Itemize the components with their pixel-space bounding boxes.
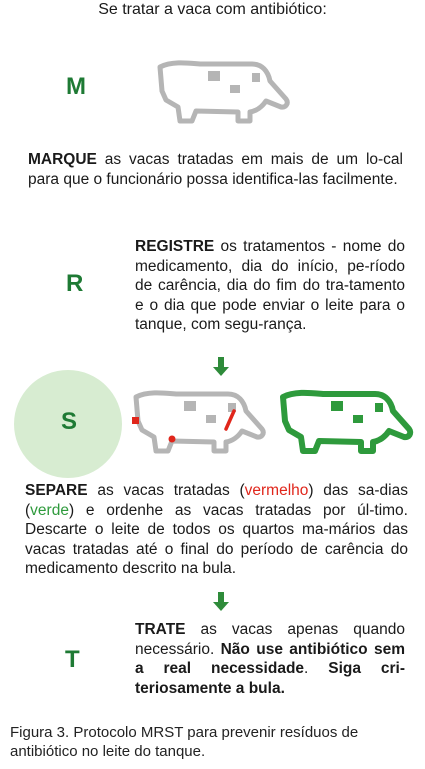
step-t-text <box>135 620 405 698</box>
step-r-text <box>135 237 405 335</box>
green-word: verde <box>30 501 69 519</box>
step-t-bold: TRATE <box>135 621 186 638</box>
step-letter-t: T <box>65 646 80 673</box>
step-s-body-1: as vacas tratadas ( <box>87 482 245 499</box>
step-m-body: as vacas tratadas em mais de um lo-cal para que o funcionário possa identifica-las facilmente. <box>28 151 403 188</box>
step-s-bold: SEPARE <box>25 482 88 499</box>
step-m-text <box>28 150 403 189</box>
figure-caption: Figura 3. Protocolo MRST para prevenir resíduos de antibiótico no leite do tanque. <box>10 724 359 760</box>
step-letter-s: S <box>61 408 78 435</box>
step-s-body-3: ) e ordenhe as vacas tratadas por úl-timo. Descarte o leite de todos os quartos ma-mários das vacas tratadas até o final do período de carência do medicamento descrito na bula. <box>25 501 408 577</box>
cow-green-icon <box>275 385 415 457</box>
step-s-text <box>25 481 408 579</box>
step-t-bold-2: Não use antibiótico sem a real necessidade <box>135 640 405 677</box>
step-letter-r: R <box>66 270 84 297</box>
step-letter-m: M <box>66 73 86 100</box>
page-title: Se tratar a vaca com antibiótico: <box>98 1 327 18</box>
step-t-bold-3: Siga cri-teriosamente a bula. <box>135 660 405 697</box>
step-t-body-1: as vacas apenas quando necessário. <box>135 621 405 658</box>
step-m-bold: MARQUE <box>28 151 97 168</box>
cow-gray-marked-icon <box>128 385 268 457</box>
step-r-body: os tratamentos - nome do medicamento, dia do início, pe-ríodo de carência, dia do fim do tra-tamento e o dia que pode enviar o leite para o tanque, com segu-rança. <box>135 238 405 333</box>
step-s-body-2: ) das sa-dias ( <box>25 482 408 519</box>
step-r-bold: REGISTRE <box>135 238 215 255</box>
step-t-body-2: . <box>304 660 329 677</box>
red-word: vermelho <box>244 482 309 499</box>
cow-gray-icon <box>152 55 292 127</box>
